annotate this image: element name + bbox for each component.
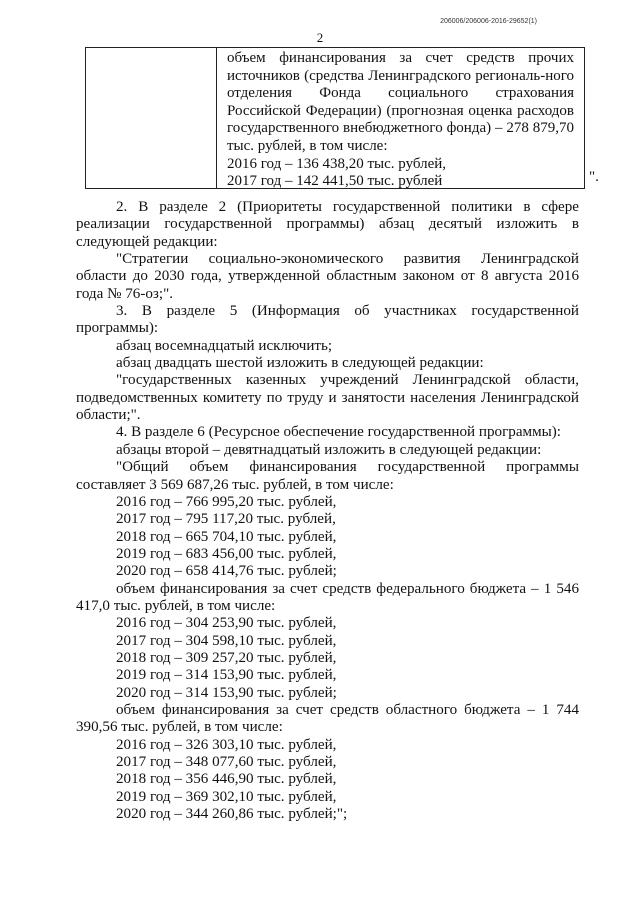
- paragraph: 2016 год – 304 253,90 тыс. рублей,: [116, 615, 337, 632]
- paragraph: 3. В разделе 5 (Информация об участниках государственной программы):: [76, 303, 579, 337]
- paragraph: 2020 год – 314 153,90 тыс. рублей;: [116, 684, 337, 701]
- paragraph: 2019 год – 369 302,10 тыс. рублей,: [116, 788, 337, 805]
- table-cell-financing-other-sources: [227, 50, 574, 191]
- paragraph: 2018 год – 665 704,10 тыс. рублей,: [116, 528, 337, 545]
- paragraph: 2018 год – 309 257,20 тыс. рублей,: [116, 649, 337, 666]
- table-column-divider: [216, 48, 217, 188]
- paragraph: абзац восемнадцатый исключить;: [116, 337, 333, 354]
- paragraph: 2017 год – 795 117,20 тыс. рублей,: [116, 511, 336, 528]
- paragraph: 2019 год – 683 456,00 тыс. рублей,: [116, 545, 337, 562]
- paragraph: абзац двадцать шестой изложить в следующей редакции:: [116, 355, 484, 372]
- paragraph: 2017 год – 304 598,10 тыс. рублей,: [116, 632, 337, 649]
- table-year-line: 2017 год – 142 441,50 тыс. рублей: [227, 173, 443, 190]
- paragraph: 2018 год – 356 446,90 тыс. рублей,: [116, 771, 337, 788]
- paragraph: объем финансирования за счет средств федерального бюджета – 1 546 417,0 тыс. рублей, в том числе:: [76, 580, 579, 614]
- document-id: 206006/206006-2016-29652(1): [440, 18, 537, 25]
- table-year-line: 2016 год – 136 438,20 тыс. рублей,: [227, 155, 447, 172]
- paragraph: "государственных казенных учреждений Ленинградской области, подведомственных комитету по труду и занятости населения Ленинградской области;".: [76, 372, 579, 424]
- paragraph: объем финансирования за счет средств областного бюджета – 1 744 390,56 тыс. рублей, в том числе:: [76, 701, 579, 736]
- paragraph: 2. В разделе 2 (Приоритеты государственной политики в сфере реализации государственной программы) абзац десятый изложить в следующей редакции:: [76, 199, 579, 250]
- table-cell-text: объем финансирования за счет средств прочих источников (средства Ленинградского региональ-ного отделения Фонда социального страхования Российской Федерации) (прогнозная оценка расходов государственного внебюджетного фонда) – 278 879,70 тыс. рублей, в том числе:: [227, 50, 574, 154]
- paragraph: абзацы второй – девятнадцатый изложить в следующей редакции:: [116, 441, 542, 458]
- paragraph: 2020 год – 658 414,76 тыс. рублей;: [116, 563, 337, 580]
- paragraph: 2016 год – 766 995,20 тыс. рублей,: [116, 493, 337, 510]
- paragraph: 2020 год – 344 260,86 тыс. рублей;";: [116, 806, 348, 823]
- page-number: 2: [316, 30, 324, 45]
- financing-table: [85, 47, 585, 189]
- paragraph: 2019 год – 314 153,90 тыс. рублей,: [116, 667, 337, 684]
- document-body: [76, 199, 579, 823]
- paragraph: "Стратегии социально-экономического развития Ленинградской области до 2030 года, утвержденной областным законом от 8 августа 2016 года № 76-оз;".: [76, 251, 579, 302]
- paragraph: 4. В разделе 6 (Ресурсное обеспечение государственной программы):: [116, 424, 561, 441]
- paragraph: 2017 год – 348 077,60 тыс. рублей,: [116, 754, 337, 770]
- table-end-mark: ".: [589, 169, 599, 185]
- paragraph: 2016 год – 326 303,10 тыс. рублей,: [116, 736, 337, 753]
- paragraph: "Общий объем финансирования государственной программы составляет 3 569 687,26 тыс. рублей, в том числе:: [76, 459, 579, 493]
